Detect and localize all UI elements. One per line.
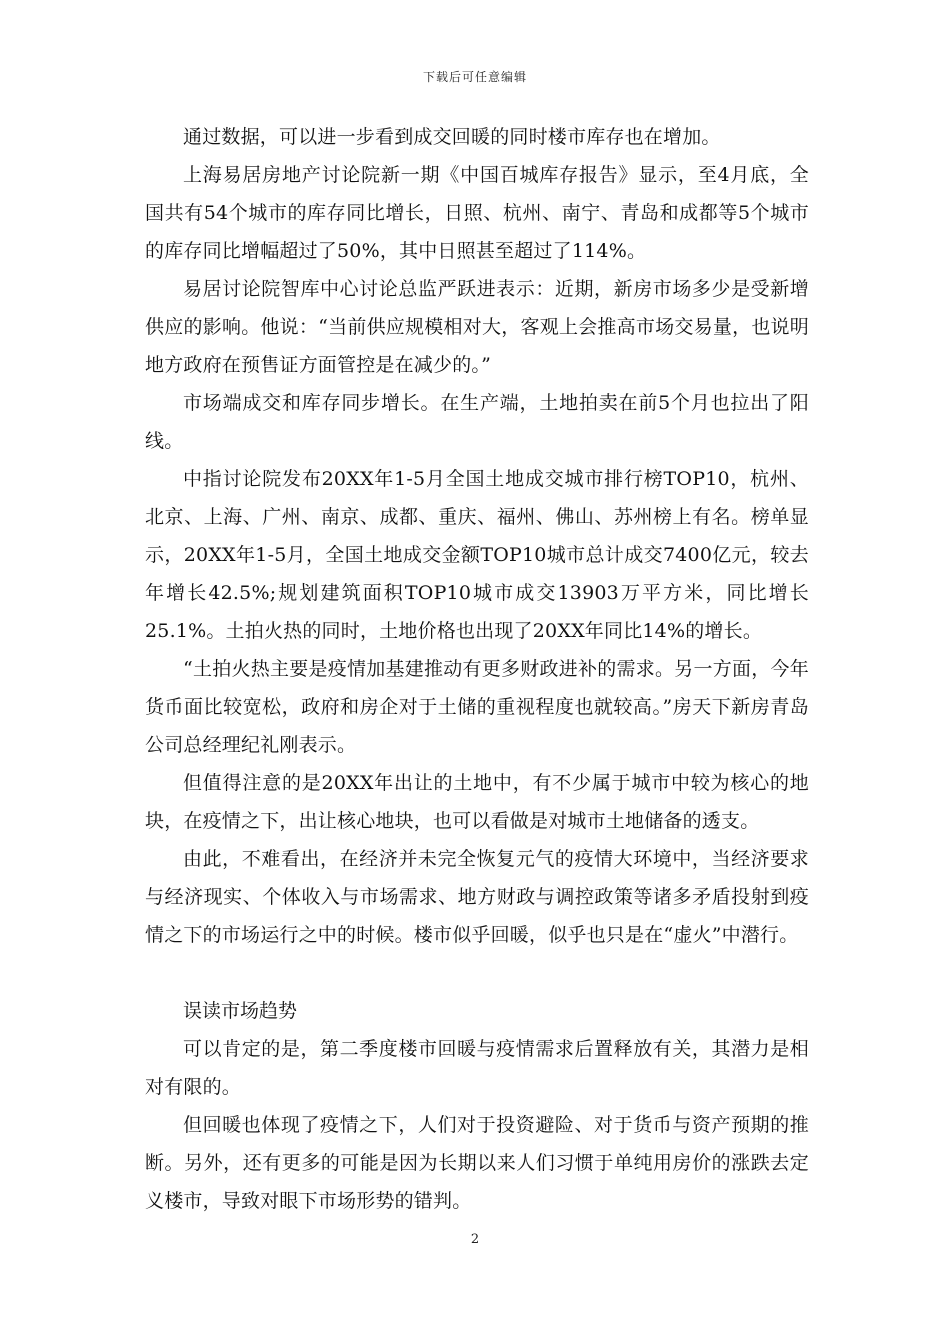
paragraph: 但回暖也体现了疫情之下，人们对于投资避险、对于货币与资产预期的推断。另外，还有更多的可能是因为长期以来人们习惯于单纯用房价的涨跌去定义楼市，导致对眼下市场形势的错判。	[145, 1114, 809, 1212]
paragraph: 市场端成交和库存同步增长。在生产端，土地拍卖在前5个月也拉出了阳线。	[145, 392, 809, 452]
document-body	[145, 118, 809, 1220]
blank-line	[145, 954, 809, 992]
paragraph: 通过数据，可以进一步看到成交回暖的同时楼市库存也在增加。	[183, 126, 721, 148]
section-heading: 误读市场趋势	[183, 1000, 298, 1022]
page-number: 2	[470, 1232, 480, 1247]
paragraph: 由此，不难看出，在经济并未完全恢复元气的疫情大环境中，当经济要求与经济现实、个体收入与市场需求、地方财政与调控政策等诸多矛盾投射到疫情之下的市场运行之中的时候。楼市似乎回暖，似乎也只是在“虚火”中潜行。	[145, 848, 809, 946]
paragraph: 中指讨论院发布20XX年1-5月全国土地成交城市排行榜TOP10，杭州、北京、上海、广州、南京、成都、重庆、福州、佛山、苏州榜上有名。榜单显示，20XX年1-5月，全国土地成交金额TOP10城市总计成交7400亿元，较去年增长42.5%;规划建筑面积TOP10城市成交13903万平方米，同比增长25.1%。土拍火热的同时，土地价格也出现了20XX年同比14%的增长。	[145, 468, 809, 642]
paragraph: 易居讨论院智库中心讨论总监严跃进表示：近期，新房市场多少是受新增供应的影响。他说：“当前供应规模相对大，客观上会推高市场交易量，也说明地方政府在预售证方面管控是在减少的。”	[145, 278, 809, 376]
paragraph: “土拍火热主要是疫情加基建推动有更多财政进补的需求。另一方面，今年货币面比较宽松，政府和房企对于土储的重视程度也就较高。”房天下新房青岛公司总经理纪礼刚表示。	[145, 658, 809, 756]
paragraph: 但值得注意的是20XX年出让的土地中，有不少属于城市中较为核心的地块，在疫情之下，出让核心地块，也可以看做是对城市土地储备的透支。	[145, 772, 809, 832]
paragraph: 上海易居房地产讨论院新一期《中国百城库存报告》显示，至4月底，全国共有54个城市的库存同比增长，日照、杭州、南宁、青岛和成都等5个城市的库存同比增幅超过了50%，其中日照甚至超过了114%。	[145, 164, 809, 262]
paragraph: 可以肯定的是，第二季度楼市回暖与疫情需求后置释放有关，其潜力是相对有限的。	[145, 1038, 809, 1098]
header-note: 下载后可任意编辑	[422, 70, 527, 84]
